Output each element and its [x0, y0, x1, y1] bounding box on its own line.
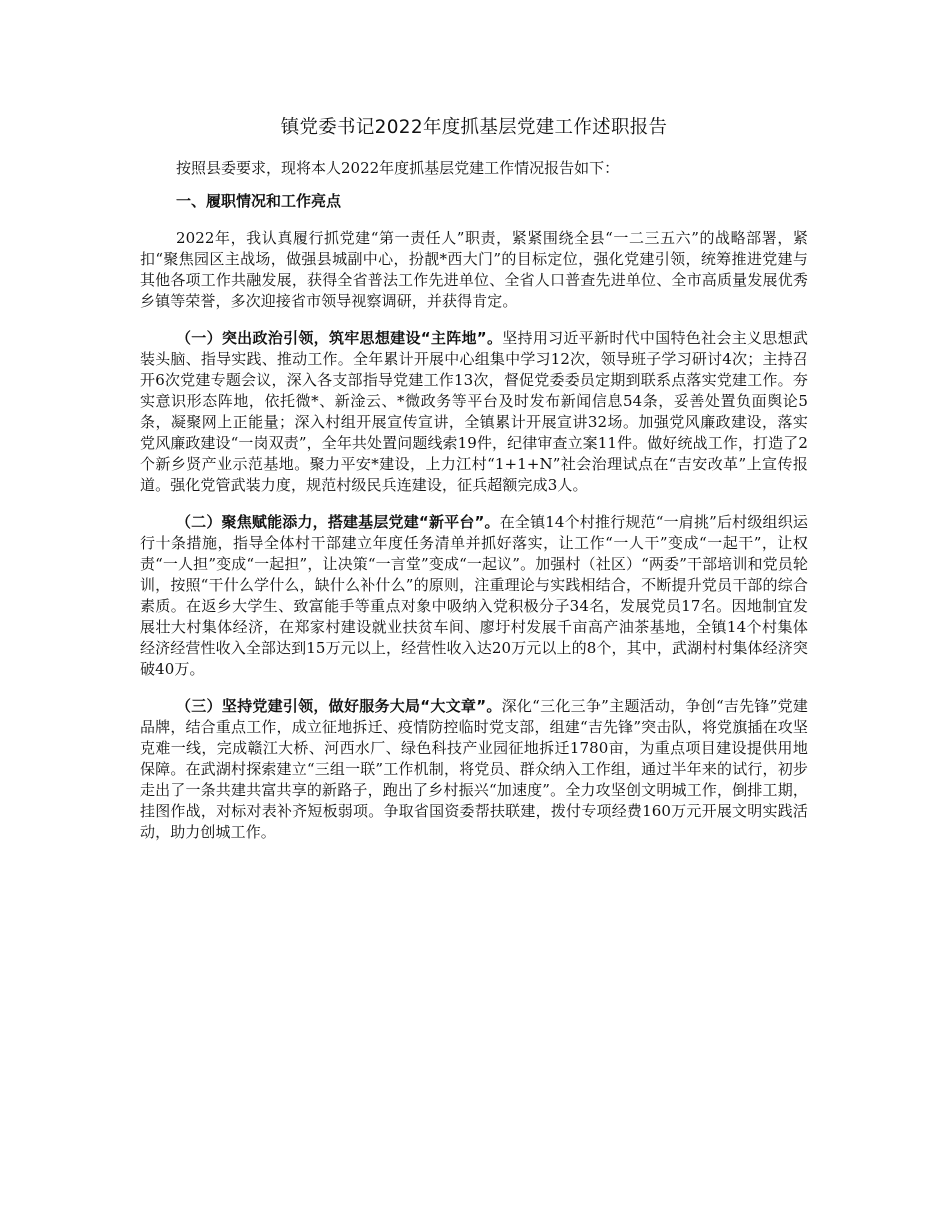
intro-paragraph: 按照县委要求，现将本人2022年度抓基层党建工作情况报告如下： [176, 159, 620, 177]
item-paragraph-3 [140, 696, 808, 843]
item-lead-2: （二）聚焦赋能添力，搭建基层党建“新平台”。 [176, 513, 500, 531]
section-heading: 一、履职情况和工作亮点 [176, 192, 342, 210]
overview-paragraph: 2022年，我认真履行抓党建“第一责任人”职责，紧紧围绕全县“一二三五六”的战略部署，紧扣“聚焦园区主战场，做强县城副中心，扮靓*西大门”的目标定位，强化党建引领，统筹推进党建与其他各项工作共融发展，获得全省普法工作先进单位、全省人口普查先进单位、全市高质量发展优秀乡镇等荣誉，多次迎接省市领导视察调研，并获得肯定。 [140, 229, 808, 310]
item-lead-3: （三）坚持党建引领，做好服务大局“大文章”。 [176, 697, 502, 715]
item-body-3: 深化“三化三争”主题活动，争创“吉先锋”党建品牌，结合重点工作，成立征地拆迁、疫情防控临时党支部，组建“吉先锋”突击队，将党旗插在攻坚克难一线，完成赣江大桥、河西水厂、绿色科技产业园征地拆迁1780亩，为重点项目建设提供用地保障。在武湖村探索建立“三组一联”工作机制，将党员、群众纳入工作组，通过半年来的试行，初步走出了一条共建共富共享的新路子，跑出了乡村振兴“加速度”。全力攻坚创文明城工作，倒排工期，挂图作战，对标对表补齐短板弱项。争取省国资委帮扶联建，拨付专项经费160万元开展文明实践活动，助力创城工作。 [140, 697, 808, 841]
item-body-2: 在全镇14个村推行规范“一肩挑”后村级组织运行十条措施，指导全体村干部建立年度任务清单并抓好落实，让工作“一人干”变成“一起干”，让权责“一人担”变成“一起担”，让决策“一言堂”变成“一起议”。加强村（社区）“两委”干部培训和党员轮训，按照“干什么学什么，缺什么补什么”的原则，注重理论与实践相结合，不断提升党员干部的综合素质。在返乡大学生、致富能手等重点对象中吸纳入党积极分子34名，发展党员17名。因地制宜发展壮大村集体经济，在郑家村建设就业扶贫车间、廖圩村发展千亩高产油茶基地，全镇14个村集体经济经营性收入全部达到15万元以上，经营性收入达20万元以上的8个，其中，武湖村村集体经济突破40万。 [140, 513, 808, 678]
item-paragraph-2 [140, 512, 808, 680]
item-paragraph-1 [140, 328, 808, 496]
item-lead-1: （一）突出政治引领，筑牢思想建设“主阵地”。 [176, 329, 503, 347]
item-body-1: 坚持用习近平新时代中国特色社会主义思想武装头脑、指导实践、推动工作。全年累计开展中心组集中学习12次，领导班子学习研讨4次；主持召开6次党建专题会议，深入各支部指导党建工作13次，督促党委委员定期到联系点落实党建工作。夯实意识形态阵地，依托微*、新淦云、*微政务等平台及时发布新闻信息54条，妥善处置负面舆论5条，凝聚网上正能量；深入村组开展宣传宣讲，全镇累计开展宣讲32场。加强党风廉政建设，落实党风廉政建设“一岗双责”，全年共处置问题线索19件，纪律审查立案11件。做好统战工作，打造了2个新乡贤产业示范基地。聚力平安*建设，上力江村“1+1+N”社会治理试点在“吉安改革”上宣传报道。强化党管武装力度，规范村级民兵连建设，征兵超额完成3人。 [140, 329, 808, 494]
document-title: 镇党委书记2022年度抓基层党建工作述职报告 [280, 117, 668, 138]
document-page [140, 114, 808, 859]
